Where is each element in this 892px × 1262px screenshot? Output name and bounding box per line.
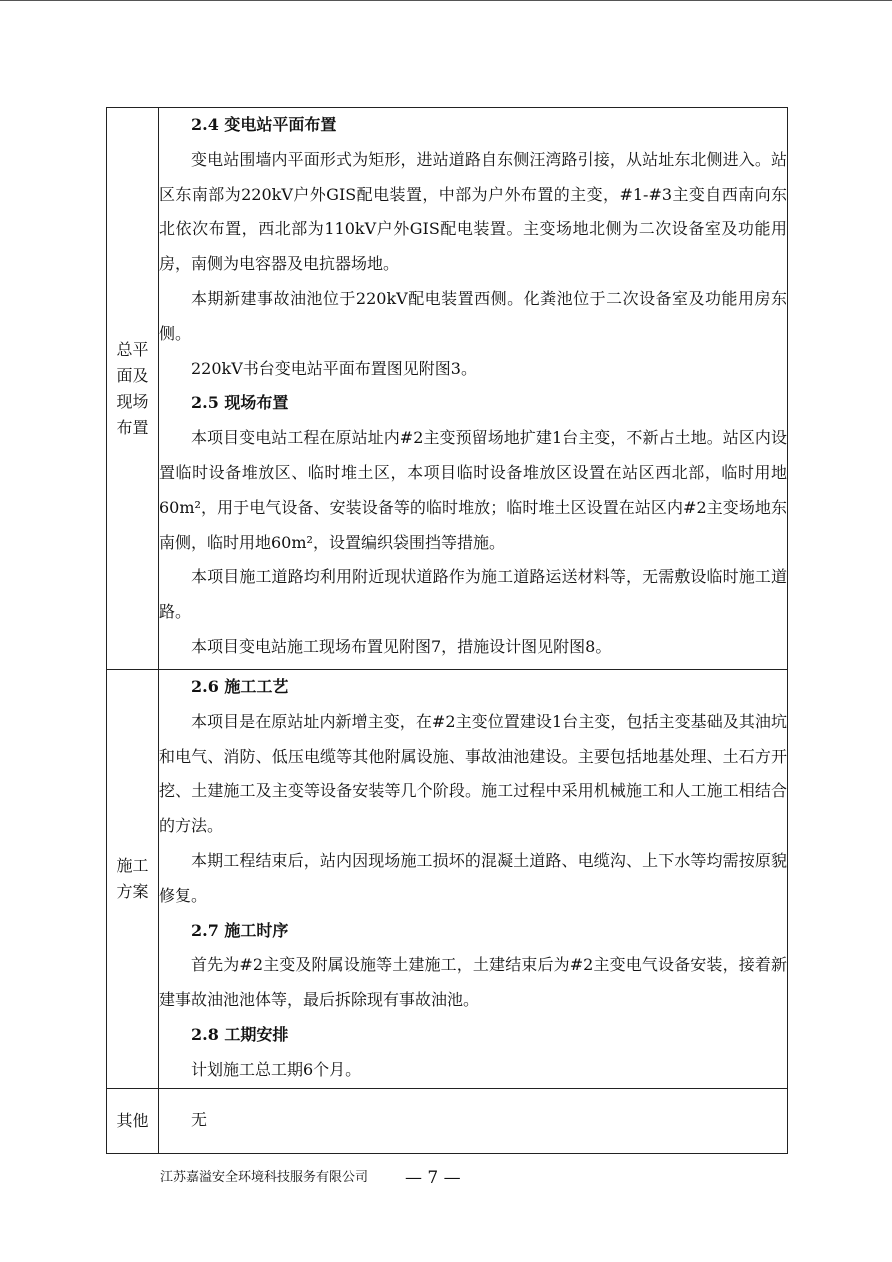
page-number: — 7 —: [405, 1168, 461, 1188]
heading-2-8: 2.8 工期安排: [191, 1024, 289, 1044]
label-line: 总平: [116, 339, 149, 359]
paragraph: 本项目施工道路均利用附近现状道路作为施工道路运送材料等，无需敷设临时施工道路。: [159, 567, 787, 622]
paragraph: 本项目是在原站址内新增主变，在#2主变位置建设1台主变，包括主变基础及其油坑和电气、消防、低压电缆等其他附属设施、事故油池建设。主要包括地基处理、土石方开挖、土建施工及主变等设备安装等几个阶段。施工过程中采用机械施工和人工施工相结合的方法。: [159, 711, 787, 836]
top-border-line: [0, 0, 892, 1]
paragraph: 本项目变电站施工现场布置见附图7，措施设计图见附图8。: [191, 636, 612, 656]
paragraph: 本期工程结束后，站内因现场施工损坏的混凝土道路、电缆沟、上下水等均需按原貌修复。: [159, 850, 787, 905]
section-content-construction: [159, 670, 788, 1089]
label-line: 方案: [116, 881, 149, 901]
paragraph: 变电站围墙内平面形式为矩形，进站道路自东侧汪湾路引接，从站址东北侧进入。站区东南部为220kV户外GIS配电装置，中部为户外布置的主变，#1-#3主变自西南向东北依次布置，西北部为110kV户外GIS配电装置。主变场地北侧为二次设备室及功能用房，南侧为电容器及电抗器场地。: [159, 149, 787, 274]
footer-company: 江苏嘉溢安全环境科技服务有限公司: [160, 1170, 369, 1185]
heading-2-5: 2.5 现场布置: [191, 393, 289, 413]
page-footer: [160, 1164, 740, 1192]
label-line: 面及: [116, 365, 149, 385]
paragraph: 本项目变电站工程在原站址内#2主变预留场地扩建1台主变，不新占土地。站区内设置临时设备堆放区、临时堆土区，本项目临时设备堆放区设置在站区西北部，临时用地60m²，用于电气设备、安装设备等的临时堆放；临时堆土区设置在站区内#2主变场地东南侧，临时用地60m²，设置编织袋围挡等措施。: [159, 428, 787, 552]
section-content-other: [159, 1088, 788, 1153]
section-row-layout: [107, 108, 788, 670]
heading-2-7: 2.7 施工时序: [191, 920, 289, 940]
other-value: 无: [191, 1109, 208, 1129]
label-line: 施工: [116, 855, 149, 875]
section-row-construction: [107, 670, 788, 1089]
paragraph: 220kV书台变电站平面布置图见附图3。: [191, 358, 477, 378]
label-line: 布置: [116, 417, 149, 437]
section-label-layout: [107, 108, 159, 670]
paragraph: 首先为#2主变及附属设施等土建施工，土建结束后为#2主变电气设备安装，接着新建事故油池池体等，最后拆除现有事故油池。: [159, 955, 787, 1010]
heading-2-6: 2.6 施工工艺: [191, 677, 289, 696]
section-label-construction: [107, 670, 159, 1089]
label-line: 现场: [116, 391, 149, 411]
paragraph: 本期新建事故油池位于220kV配电装置西侧。化粪池位于二次设备室及功能用房东侧。: [159, 288, 787, 343]
heading-2-4: 2.4 变电站平面布置: [191, 115, 337, 134]
section-row-other: [107, 1088, 788, 1153]
section-content-layout: [159, 108, 788, 670]
label-line: 其他: [116, 1110, 149, 1130]
section-label-other: [107, 1088, 159, 1153]
paragraph: 计划施工总工期6个月。: [191, 1059, 362, 1079]
content-table: [106, 107, 788, 1154]
